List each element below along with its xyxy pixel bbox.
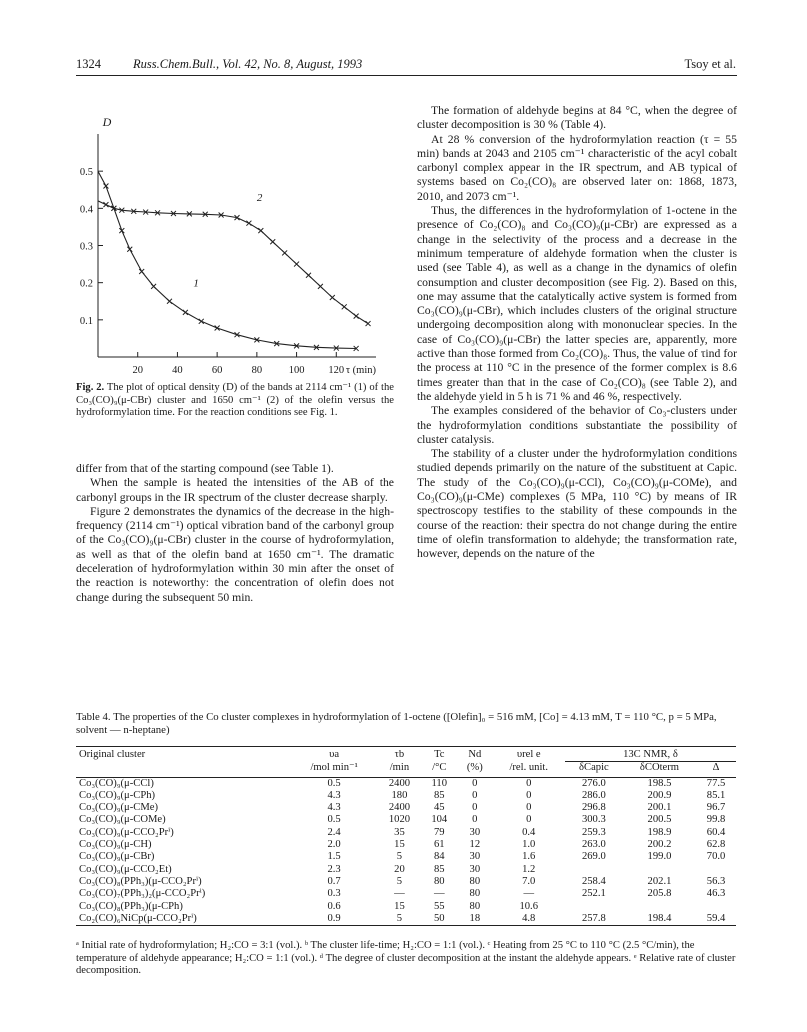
- data-point: [103, 202, 108, 207]
- table-cell: 198.5: [647, 777, 672, 789]
- table-row: [76, 827, 736, 839]
- table-cell: 30: [469, 826, 481, 838]
- table-4: [76, 746, 736, 926]
- table-cell: 4.3: [327, 802, 341, 814]
- table-cell: [623, 901, 696, 913]
- table-cell: 85.1: [706, 789, 726, 801]
- table-cell: 56.3: [706, 875, 726, 887]
- table-cell: 202.1: [647, 875, 672, 887]
- table-footnotes: ᵃ Initial rate of hydroformylation; H₂:CO = 3:1 (vol.). ᵇ The cluster life-time; H₂:CO = 1:1 (vol.). ᶜ Heating from 25 °C to 110 °C (2.5 °C/min), the temperature of aldehyde appearance; H₂:CO = 1:1 (vol.). ᵈ The degree of cluster decomposition at the instant the aldehyde appears. ᵉ Relative rate of cluster decomposition.: [76, 940, 736, 977]
- data-point: [342, 304, 347, 309]
- table-cell: 18: [457, 913, 493, 926]
- left-column: [76, 462, 394, 605]
- table-cell: 296.8: [581, 802, 606, 814]
- table-cell: 20: [394, 863, 405, 875]
- data-point: [119, 228, 124, 233]
- table-cell: 110: [431, 777, 448, 789]
- table-cell: 30: [469, 863, 481, 875]
- cluster-name-cell: Co₃(CO)₉(μ-CCO₂Prⁱ): [79, 826, 174, 838]
- table-cell: 198.9: [647, 826, 672, 838]
- table-cell: 1020: [388, 814, 411, 826]
- table-body: [76, 777, 736, 926]
- table-cell: 252.1: [581, 888, 606, 900]
- header-rule: [76, 75, 737, 76]
- y-tick-label: 0.3: [79, 241, 93, 253]
- col-subheader: /mol min⁻¹: [291, 762, 378, 777]
- page-number: 1324: [76, 57, 101, 71]
- table-cell: 77.5: [706, 777, 726, 789]
- table-cell: 62.8: [706, 839, 726, 851]
- figure-label: Fig. 2.: [76, 382, 105, 393]
- data-point: [294, 262, 299, 267]
- col-subheader: /°C: [422, 762, 458, 777]
- table-cell: 0: [526, 789, 532, 801]
- table-cell: 80: [469, 875, 481, 887]
- table-cell: 0: [472, 802, 478, 814]
- table-cell: 199.0: [647, 851, 672, 863]
- data-point: [127, 247, 132, 252]
- table-row: [76, 888, 736, 900]
- col-subheader: /min: [377, 762, 421, 777]
- table-cell: 257.8: [565, 913, 623, 926]
- figure-caption-text: The plot of optical density (D) of the bands at 2114 cm⁻¹ (1) of the Co₃(CO)₉(μ-CBr) cluster and 1650 cm⁻¹ (2) of the olefin versus the hydroformylation time. For the reaction conditions see Fig. 1.: [76, 382, 394, 419]
- data-point: [318, 284, 323, 289]
- table-cell: 269.0: [581, 851, 606, 863]
- table-cell: 0: [526, 814, 532, 826]
- table-cell: 0: [472, 777, 478, 789]
- col-subheader: /rel. unit.: [493, 762, 565, 777]
- right-column: [417, 104, 737, 562]
- y-tick-label: 0.5: [79, 167, 93, 179]
- table-cell: 1.0: [522, 839, 536, 851]
- table-cell: 84: [433, 851, 445, 863]
- table-cell: 96.7: [706, 802, 726, 814]
- table-cell: 99.8: [706, 814, 726, 826]
- col-subheader: (%): [457, 762, 493, 777]
- data-point: [306, 273, 311, 278]
- y-tick-label: 0.4: [79, 204, 93, 216]
- col-header: υrel e: [493, 747, 565, 762]
- series-2-line: [98, 201, 368, 324]
- table-cell: 5: [396, 875, 403, 887]
- table-cell: 104: [431, 814, 448, 826]
- table-cell: 15: [394, 900, 405, 912]
- table-cell: —: [523, 888, 535, 900]
- table-cell: 7.0: [522, 875, 536, 887]
- data-point: [167, 299, 172, 304]
- cluster-name-cell: Co₃(CO)₉(μ-CMe): [79, 802, 158, 814]
- table-row: [76, 814, 736, 826]
- table-cell: 258.4: [581, 875, 606, 887]
- left-paragraph: Figure 2 demonstrates the dynamics of the decrease in the high-frequency (2114 cm⁻¹) optical vibration band of the carbonyl group of the Co₃(CO)₉(μ-CBr) cluster in the course of hydroformylation, as well as that of the olefin band at 1650 cm⁻¹. The dramatic deceleration of hydroformylation within 30 min after the onset of the reaction is noteworthy: the concentration of olefin does not change during the subsequent 50 min.: [76, 504, 394, 604]
- table-cell: 60.4: [706, 826, 726, 838]
- table-cell: 0.9: [291, 913, 378, 926]
- table-cell: 1.6: [522, 851, 536, 863]
- figure-2-chart: [70, 112, 390, 377]
- table-cell: 1.5: [327, 851, 341, 863]
- col-subheader: [76, 762, 291, 777]
- table-cell: 286.0: [581, 789, 606, 801]
- data-point: [366, 321, 371, 326]
- series-label: 2: [256, 191, 263, 204]
- col-subheader: δCOterm: [623, 762, 696, 777]
- table-cell: 61: [433, 839, 445, 851]
- table-cell: 198.4: [623, 913, 696, 926]
- table-cell: 85: [433, 863, 445, 875]
- table-cell: 200.1: [647, 802, 672, 814]
- table-cell: 0.5: [327, 814, 341, 826]
- x-tick-label: 60: [211, 365, 223, 376]
- table-cell: 259.3: [581, 826, 606, 838]
- table-cell: 0.6: [327, 900, 341, 912]
- table-row: [76, 790, 736, 802]
- table-cell: 5: [377, 913, 421, 926]
- cluster-name-cell: Co₃(CO)₈(PPh₃)(μ-CCO₂Prⁱ): [79, 875, 202, 887]
- table-cell: 0: [472, 789, 478, 801]
- table-cell: [696, 901, 736, 913]
- cluster-name-cell: Co₃(CO)₉(μ-CH): [79, 839, 152, 851]
- table-cell: 300.3: [581, 814, 606, 826]
- cluster-name-cell: Co₃(CO)₉(μ-CCl): [79, 777, 154, 789]
- data-point: [354, 314, 359, 319]
- table-cell: 200.5: [647, 814, 672, 826]
- table-cell: 55: [433, 900, 445, 912]
- data-point: [282, 250, 287, 255]
- table-cell: 2.3: [327, 863, 341, 875]
- cluster-name-cell: Co₃(CO)₉(μ-CBr): [79, 851, 155, 863]
- table-cell: 80: [469, 888, 481, 900]
- running-authors: Tsoy et al.: [684, 57, 736, 71]
- table-row: [76, 876, 736, 888]
- table-cell: 276.0: [581, 777, 606, 789]
- table-cell: 79: [433, 826, 445, 838]
- data-point: [246, 221, 251, 226]
- right-paragraph: The examples considered of the behavior of Co₃-clusters under the hydroformylation conditions substantiate the possibility of cluster catalysis.: [417, 404, 737, 446]
- col-subheader: Δ: [696, 762, 736, 777]
- table-cell: 46.3: [706, 888, 726, 900]
- left-paragraph: differ from that of the starting compound (see Table 1).: [76, 462, 334, 475]
- col-header: Original cluster: [76, 747, 291, 762]
- table-cell: 4.8: [493, 913, 565, 926]
- data-point: [270, 239, 275, 244]
- left-paragraph: When the sample is heated the intensities of the AB of the carbonyl groups in the IR spectrum of the cluster decrease sharply.: [76, 476, 394, 504]
- col-header-nmr: 13C NMR, δ: [565, 747, 736, 762]
- col-subheader: δCapic: [565, 762, 623, 777]
- table-cell: 50: [422, 913, 458, 926]
- cluster-name-cell: Co₃(CO)₈(PPh₃)(μ-CPh): [79, 900, 183, 912]
- table-cell: 0.7: [327, 875, 341, 887]
- table-cell: 35: [394, 826, 405, 838]
- data-point: [330, 295, 335, 300]
- data-point: [215, 326, 220, 331]
- table-cell: 200.9: [647, 789, 672, 801]
- right-paragraph: Thus, the differences in the hydroformylation of 1-octene in the presence of Co₂(CO)₈ and Co₃(CO)₉(μ-CBr) are expressed as a change in the selectivity of the process and a decrease in the minimum temperature of aldehyde formation when the cluster is used (see Table 4), as well as a change in the dynamics of olefin consumption and cluster decomposition (see Fig. 2). Based on this, one may assume that the catalytically active system is formed from Co₃(CO)₉(μ-CBr), which includes clusters of the original structure undergoing decomposition along with mononuclear species. In the case of Co₃(CO)₉(μ-CBr) the latter species are, apparently, more active than those formed from Co₂(CO)₈. Thus, the value of τind for the process at 110 °C in the presence of the former complex is 8.6 times greater than that in the case of Co₂(CO)₈ (see Table 2), and the aldehyde yield in 5 h is 71 % and 46 %, respectively.: [417, 204, 737, 403]
- table-cell: 2.4: [327, 826, 341, 838]
- table-cell: 0: [526, 802, 532, 814]
- cluster-name-cell: Co₃(CO)₉(μ-COMe): [79, 814, 166, 826]
- col-header: τb: [377, 747, 421, 762]
- y-axis-label: D: [102, 115, 112, 129]
- table-cell: 10.6: [519, 900, 538, 912]
- table-row: [76, 839, 736, 851]
- table-cell: [565, 901, 623, 913]
- table-cell: 205.8: [647, 888, 672, 900]
- x-axis-label: τ (min): [345, 365, 376, 376]
- data-point: [183, 310, 188, 315]
- table-cell: 1.2: [522, 863, 536, 875]
- figure-caption: [76, 382, 394, 420]
- data-point: [103, 184, 108, 189]
- cluster-name-cell: Co₃(CO)₇(PPh₃)₂(μ-CCO₂Prⁱ): [79, 888, 206, 900]
- table-cell: 180: [391, 789, 408, 801]
- table-cell: 0: [526, 777, 532, 789]
- x-tick-label: 40: [172, 365, 183, 376]
- table-cell: 80: [433, 875, 445, 887]
- table-caption: Table 4. The properties of the Co cluster complexes in hydroformylation of 1-octene ([Olefin]₀ = 516 mM, [Co] = 4.13 mM, T = 110 °C, p = 5 MPa, solvent — n-heptane): [76, 711, 717, 736]
- table-cell: 2.0: [327, 839, 341, 851]
- table-row: [76, 802, 736, 814]
- table-cell: —: [433, 888, 445, 900]
- x-tick-label: 80: [251, 365, 263, 376]
- table-cell: —: [394, 888, 405, 900]
- x-tick-label: 20: [132, 365, 143, 376]
- table-cell: 70.0: [706, 851, 726, 863]
- table-cell: 12: [469, 839, 481, 851]
- data-point: [199, 319, 204, 324]
- table-cell: 45: [433, 802, 445, 814]
- table-cell: 2400: [388, 802, 411, 814]
- table-cell: 80: [469, 900, 481, 912]
- cluster-name-cell: Co₂(CO)₆NiCp(μ-CCO₂Prⁱ): [76, 913, 291, 926]
- table-cell: 0.3: [327, 888, 341, 900]
- table-cell: [623, 864, 696, 876]
- table-cell: 263.0: [581, 839, 606, 851]
- journal-citation: Russ.Chem.Bull., Vol. 42, No. 8, August, 1993: [133, 57, 363, 71]
- right-paragraph: At 28 % conversion of the hydroformylation reaction (τ = 55 min) bands at 2043 and 2105 cm⁻¹ characteristic of the acyl cobalt carbonyl complex appear in the IR spectrum, and AB typical of systems based on Co₂(CO)₈ are observed later on: 1868, 1873, 2010, and 2073 cm⁻¹.: [417, 132, 737, 203]
- series-1-line: [98, 171, 356, 348]
- right-paragraph: The stability of a cluster under the hydroformylation conditions studied depends primarily on the nature of the substituent at Capic. The study of the Co₃(CO)₉(μ-CCl), Co₃(CO)₉(μ-COMe), and Co₃(CO)₉(μ-CMe) complexes (5 MPa, 110 °C) by means of IR spectroscopy testifies to the stability of these compounds in the course of the reaction: their spectra do not change during the entire time of olefin transformation to aldehyde; the transformation rate, however, depends on the nature of the: [417, 447, 737, 561]
- table-cell: 0.4: [522, 826, 536, 838]
- table-row: [76, 864, 736, 876]
- col-header: υa: [291, 747, 378, 762]
- table-cell: 30: [469, 851, 481, 863]
- data-point: [139, 269, 144, 274]
- cluster-name-cell: Co₃(CO)₉(μ-CPh): [79, 789, 156, 801]
- table-cell: 5: [396, 851, 403, 863]
- table-cell: 0: [472, 814, 478, 826]
- data-point: [258, 228, 263, 233]
- y-tick-label: 0.2: [79, 278, 93, 290]
- table-cell: 2400: [388, 777, 411, 789]
- x-tick-label: 120: [328, 365, 345, 376]
- table-cell: 15: [394, 839, 405, 851]
- x-tick-label: 100: [288, 365, 305, 376]
- col-header: Nd: [457, 747, 493, 762]
- table-cell: [565, 864, 623, 876]
- table-row: [76, 901, 736, 913]
- table-row: [76, 777, 736, 790]
- y-tick-label: 0.1: [79, 315, 93, 327]
- table-row: [76, 913, 736, 926]
- table-cell: 4.3: [327, 789, 341, 801]
- table-cell: 0.5: [327, 777, 341, 789]
- col-header: Tc: [422, 747, 458, 762]
- series-label: 1: [193, 277, 199, 290]
- cluster-name-cell: Co₃(CO)₉(μ-CCO₂Et): [79, 863, 172, 875]
- right-paragraph: The formation of aldehyde begins at 84 °C, when the degree of cluster decomposition is 30 % (Table 4).: [417, 104, 737, 132]
- data-point: [151, 284, 156, 289]
- table-cell: [696, 864, 736, 876]
- table-cell: 59.4: [696, 913, 736, 926]
- table-row: [76, 851, 736, 863]
- table-cell: 200.2: [647, 839, 672, 851]
- table-cell: 85: [433, 789, 445, 801]
